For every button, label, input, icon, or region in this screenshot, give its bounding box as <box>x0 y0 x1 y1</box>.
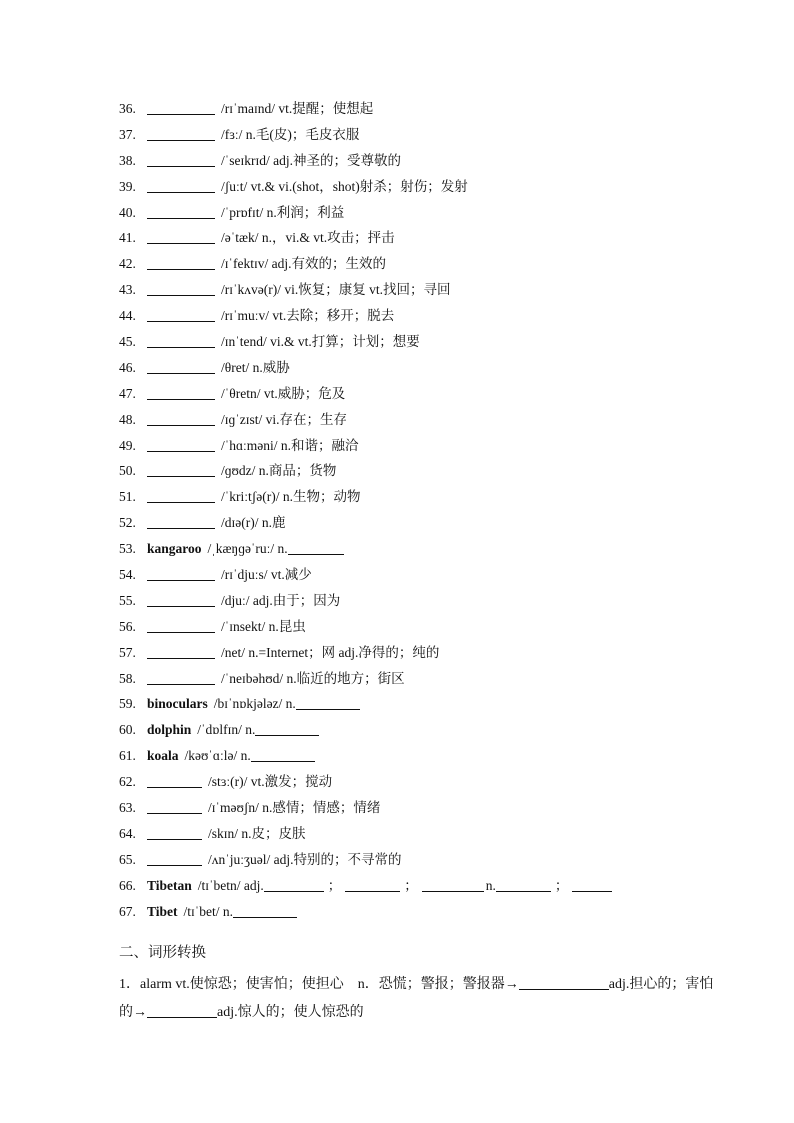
pronunciation-definition: /fɜː/ n.毛(皮)；毛皮衣服 <box>221 126 360 142</box>
vocab-item <box>119 821 759 847</box>
pronunciation-definition: /dɪə(r)/ n.鹿 <box>221 515 286 531</box>
vocab-item <box>119 666 759 692</box>
pronunciation-definition: /ɪnˈtend/ vi.& vt.打算；计划；想要 <box>221 334 420 350</box>
item-number: 62. <box>119 774 136 790</box>
item-number: 64. <box>119 825 136 841</box>
vocab-item <box>119 225 759 251</box>
vocab-item <box>119 899 759 925</box>
item-number: 38. <box>119 152 136 168</box>
vocab-item <box>119 329 759 355</box>
answer-blank[interactable] <box>233 903 297 918</box>
pronunciation-definition: /ˈdɒlfɪn/ n. <box>197 722 256 738</box>
vocab-item <box>119 251 759 277</box>
headword: dolphin <box>147 722 192 738</box>
pronunciation-definition: /ˌkæŋɡəˈruː/ n. <box>207 541 288 557</box>
pronunciation-definition: /ˈɪnsekt/ n.昆虫 <box>221 618 306 634</box>
vocab-item <box>119 743 759 769</box>
item-number: 47. <box>119 385 136 401</box>
answer-blank[interactable] <box>251 747 315 762</box>
answer-blank[interactable] <box>147 437 215 452</box>
vocab-item <box>119 873 759 899</box>
question-number: 1． <box>119 977 140 992</box>
vocab-item <box>119 614 759 640</box>
separator: ； <box>327 877 342 893</box>
headword: koala <box>147 748 179 764</box>
answer-blank[interactable] <box>147 670 215 685</box>
answer-blank[interactable] <box>147 333 215 348</box>
pronunciation-definition: /θret/ n.威胁 <box>221 359 290 375</box>
vocab-item <box>119 640 759 666</box>
pronunciation-definition: /rɪˈmuːv/ vt.去除；移开；脱去 <box>221 308 395 324</box>
pronunciation-definition: /ˈkriːtʃə(r)/ n.生物；动物 <box>221 489 361 505</box>
vocab-item <box>119 122 759 148</box>
pronunciation-definition: /ʃuːt/ vt.& vi.(shot，shot)射杀；射伤；发射 <box>221 178 468 194</box>
pronunciation-definition: /ˈθretn/ vt.威胁；危及 <box>221 385 346 401</box>
answer-blank[interactable] <box>147 462 215 477</box>
item-number: 54. <box>119 567 136 583</box>
question-text-part2: adj.担心的；害怕的→ <box>119 977 714 1020</box>
vocab-item <box>119 588 759 614</box>
answer-blank[interactable] <box>147 359 215 374</box>
item-number: 51. <box>119 489 136 505</box>
pronunciation-definition: /kəʊˈɑːlə/ n. <box>184 748 251 764</box>
pronunciation-definition: /rɪˈmaɪnd/ vt.提醒；使想起 <box>221 101 374 116</box>
vocab-item <box>119 795 759 821</box>
pronunciation-definition: /ɡʊdz/ n.商品；货物 <box>221 463 337 479</box>
headword: Tibet <box>147 903 178 919</box>
answer-blank[interactable] <box>147 851 202 866</box>
vocab-item <box>119 200 759 226</box>
answer-blank[interactable] <box>147 152 215 167</box>
answer-blank[interactable] <box>147 488 215 503</box>
section-title: 二、词形转换 <box>119 945 206 961</box>
answer-blank[interactable] <box>496 877 551 892</box>
vocab-item <box>119 536 759 562</box>
vocab-item <box>119 847 759 873</box>
answer-blank[interactable] <box>147 644 215 659</box>
item-number: 37. <box>119 126 136 142</box>
pronunciation-definition: /ˈseɪkrɪd/ adj.神圣的；受尊敬的 <box>221 152 401 168</box>
answer-blank[interactable] <box>147 281 215 296</box>
pronunciation-definition: /skɪn/ n.皮；皮肤 <box>208 825 306 841</box>
headword: kangaroo <box>147 541 202 557</box>
item-number: 45. <box>119 334 136 350</box>
answer-blank[interactable] <box>264 877 324 892</box>
headword: Tibetan <box>147 877 192 893</box>
pronunciation-definition: /bɪˈnɒkjələz/ n. <box>213 696 296 712</box>
answer-blank[interactable] <box>288 540 344 555</box>
separator: ； <box>404 877 418 893</box>
answer-blank[interactable] <box>296 695 360 710</box>
vocab-item <box>119 691 759 717</box>
pronunciation-definition: /əˈtæk/ n.，vi.& vt.攻击；抨击 <box>221 230 395 246</box>
vocab-item <box>119 174 759 200</box>
item-number: 58. <box>119 670 136 686</box>
item-number: 48. <box>119 411 136 427</box>
answer-blank[interactable] <box>147 592 215 607</box>
answer-blank[interactable] <box>147 307 215 322</box>
vocab-item <box>119 277 759 303</box>
vocab-item <box>119 96 759 122</box>
vocab-item <box>119 355 759 381</box>
separator: ； <box>554 877 569 893</box>
answer-blank[interactable] <box>147 385 215 400</box>
vocab-item <box>119 458 759 484</box>
answer-blank[interactable] <box>147 566 215 581</box>
item-number: 66. <box>119 877 136 893</box>
item-number: 44. <box>119 308 136 324</box>
headword: binoculars <box>147 696 208 712</box>
answer-blank[interactable] <box>345 877 400 892</box>
answer-blank[interactable] <box>147 411 215 426</box>
pronunciation-definition: /rɪˈkʌvə(r)/ vi.恢复；康复 vt.找回；寻回 <box>221 282 451 298</box>
item-number: 46. <box>119 359 136 375</box>
item-number: 49. <box>119 437 136 453</box>
item-number: 39. <box>119 178 136 194</box>
answer-blank[interactable] <box>422 877 484 892</box>
item-number: 52. <box>119 515 136 531</box>
pronunciation-definition: /ˈhɑːməni/ n.和谐；融洽 <box>221 437 359 453</box>
vocab-item <box>119 769 759 795</box>
question-text-part1: alarm vt.使惊恐；使害怕；使担心 n．恐慌；警报；警报器→ <box>140 977 519 992</box>
pronunciation-definition: /ɪˈməʊʃn/ n.感情；情感；情绪 <box>208 800 381 816</box>
answer-blank[interactable] <box>147 773 202 788</box>
item-number: 67. <box>119 903 136 919</box>
pronunciation-definition: /djuː/ adj.由于；因为 <box>221 592 341 608</box>
pronunciation-definition: /ˈneɪbəhʊd/ n.临近的地方；街区 <box>221 670 405 686</box>
answer-blank[interactable] <box>255 721 319 736</box>
answer-blank[interactable] <box>147 229 215 244</box>
item-number: 56. <box>119 618 136 634</box>
item-number: 42. <box>119 256 136 272</box>
answer-blank[interactable] <box>147 799 202 814</box>
answer-blank[interactable] <box>147 126 215 141</box>
item-number: 55. <box>119 592 136 608</box>
part-of-speech: n. <box>485 877 496 893</box>
answer-blank[interactable] <box>147 255 215 270</box>
item-number: 60. <box>119 722 136 738</box>
pronunciation-definition: /tɪˈbetn/ adj. <box>197 877 264 893</box>
pronunciation-definition: /net/ n.=Internet；网 adj.净得的；纯的 <box>221 644 440 660</box>
answer-blank[interactable] <box>147 825 202 840</box>
item-number: 61. <box>119 748 136 764</box>
answer-blank[interactable] <box>147 178 215 193</box>
item-number: 53. <box>119 541 136 557</box>
vocabulary-list <box>119 96 759 925</box>
pronunciation-definition: /ɪˈfektɪv/ adj.有效的；生效的 <box>221 256 386 272</box>
item-number: 57. <box>119 644 136 660</box>
pronunciation-definition: /ˈprɒfɪt/ n.利润；利益 <box>221 204 345 220</box>
vocab-item <box>119 510 759 536</box>
answer-blank[interactable] <box>572 877 612 892</box>
answer-blank[interactable] <box>147 618 215 633</box>
pronunciation-definition: /rɪˈdjuːs/ vt.减少 <box>221 567 312 583</box>
item-number: 36. <box>119 101 136 116</box>
pronunciation-definition: /tɪˈbet/ n. <box>183 903 234 919</box>
answer-blank[interactable] <box>147 1003 217 1018</box>
answer-blank[interactable] <box>519 975 609 990</box>
vocab-item <box>119 303 759 329</box>
item-number: 63. <box>119 800 136 816</box>
vocab-item <box>119 562 759 588</box>
pronunciation-definition: /ɪɡˈzɪst/ vi.存在；生存 <box>221 411 347 427</box>
pronunciation-definition: /stɜː(r)/ vt.激发；搅动 <box>208 774 333 790</box>
item-number: 43. <box>119 282 136 298</box>
question-text-part3: adj.惊人的；使人惊恐的 <box>217 1005 364 1020</box>
vocab-item <box>119 717 759 743</box>
item-number: 40. <box>119 204 136 220</box>
answer-blank[interactable] <box>147 100 215 115</box>
vocab-item <box>119 484 759 510</box>
vocab-item <box>119 381 759 407</box>
item-number: 59. <box>119 696 136 712</box>
answer-blank[interactable] <box>147 514 215 529</box>
item-number: 41. <box>119 230 136 246</box>
answer-blank[interactable] <box>147 204 215 219</box>
vocab-item <box>119 433 759 459</box>
pronunciation-definition: /ʌnˈjuːʒuəl/ adj.特别的；不寻常的 <box>208 851 402 867</box>
vocab-item <box>119 148 759 174</box>
item-number: 65. <box>119 851 136 867</box>
word-form-question-1 <box>119 971 719 1027</box>
vocab-item <box>119 407 759 433</box>
item-number: 50. <box>119 463 136 479</box>
